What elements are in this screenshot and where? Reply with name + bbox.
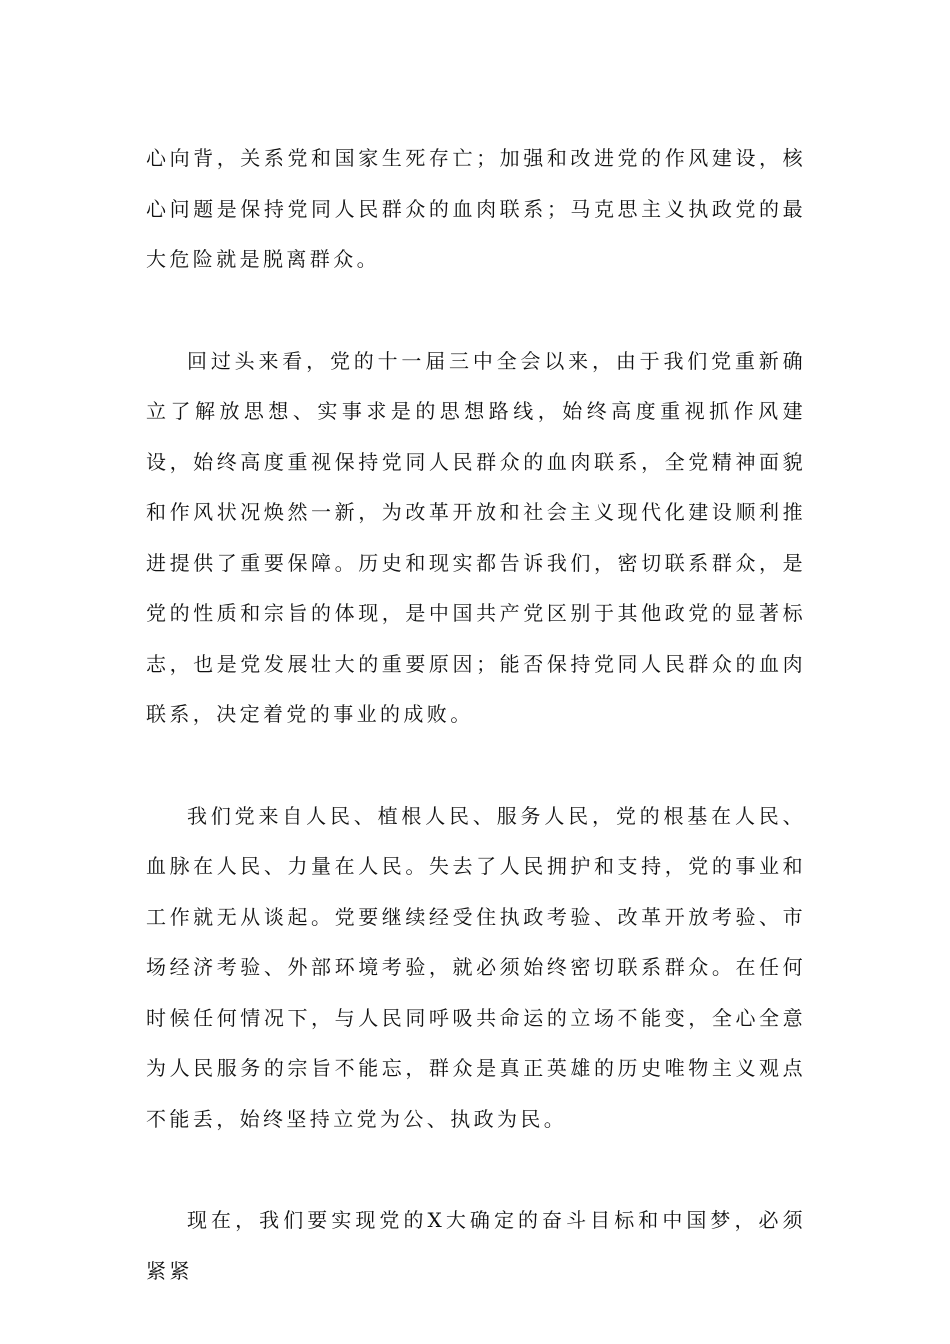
- paragraph-4: 现在，我们要实现党的X大确定的奋斗目标和中国梦，必须紧紧: [146, 1208, 806, 1283]
- paragraph-2: 回过头来看，党的十一届三中全会以来，由于我们党重新确立了解放思想、实事求是的思想路线，始终高度重视抓作风建设，始终高度重视保持党同人民群众的血肉联系，全党精神面貌和作风状况焕然一新，为改革开放和社会主义现代化建设顺利推进提供了重要保障。历史和现实都告诉我们，密切联系群众，是党的性质和宗旨的体现，是中国共产党区别于其他政党的显著标志，也是党发展壮大的重要原因；能否保持党同人民群众的血肉联系，决定着党的事业的成败。: [146, 348, 806, 726]
- document-body: [146, 133, 806, 1296]
- paragraph-gap: [146, 285, 806, 336]
- paragraph-gap: [146, 740, 806, 791]
- paragraph-3: 我们党来自人民、植根人民、服务人民，党的根基在人民、血脉在人民、力量在人民。失去了人民拥护和支持，党的事业和工作就无从谈起。党要继续经受住执政考验、改革开放考验、市场经济考验、外部环境考验，就必须始终密切联系群众。在任何时候任何情况下，与人民同呼吸共命运的立场不能变，全心全意为人民服务的宗旨不能忘，群众是真正英雄的历史唯物主义观点不能丢，始终坚持立党为公、执政为民。: [146, 803, 806, 1131]
- paragraph-gap: [146, 1144, 806, 1195]
- paragraph-1: 心向背，关系党和国家生死存亡；加强和改进党的作风建设，核心问题是保持党同人民群众的血肉联系；马克思主义执政党的最大危险就是脱离群众。: [146, 146, 806, 271]
